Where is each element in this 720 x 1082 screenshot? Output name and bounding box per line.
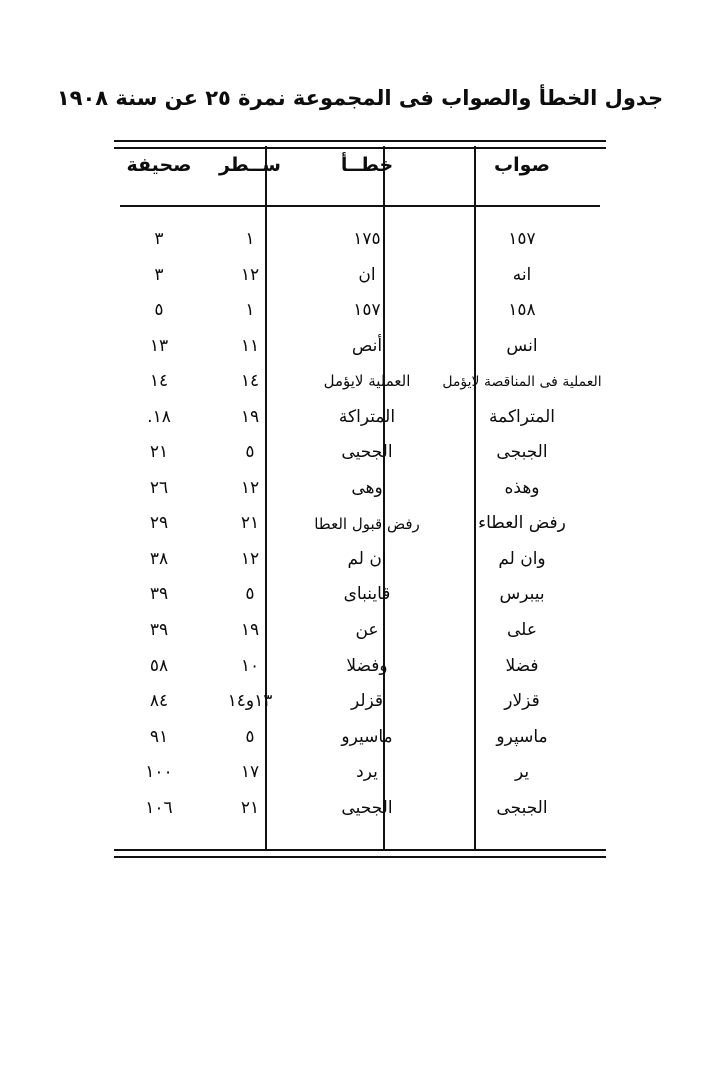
cell-khata: قزلر xyxy=(350,691,384,712)
cell-sawab: وهذه xyxy=(504,477,540,498)
table-bottom-rule xyxy=(114,849,606,858)
cell-sahifa: ٣٨ xyxy=(149,548,169,569)
cell-khata: المتراكة xyxy=(338,406,396,427)
cell-satr: ١٤ xyxy=(240,371,260,392)
cell-satr: ٢١ xyxy=(240,797,260,818)
cell-sawab: وان لم xyxy=(498,548,546,569)
cell-satr: ١٣و١٤ xyxy=(227,691,273,712)
cell-satr: ١٢ xyxy=(240,548,260,569)
table-row xyxy=(114,329,606,365)
table-row xyxy=(114,577,606,613)
spacer-row xyxy=(114,192,606,222)
cell-sawab: انس xyxy=(506,335,538,356)
table-row xyxy=(114,684,606,720)
cell-sahifa: ٣ xyxy=(154,264,164,285)
cell-sahifa: ١٠٠ xyxy=(145,762,173,783)
cell-sawab: ماسپرو xyxy=(496,726,548,747)
cell-sahifa: ٢٦ xyxy=(149,477,169,498)
table-row xyxy=(114,471,606,507)
column-header-sawab: صواب xyxy=(494,154,550,176)
cell-khata: ان xyxy=(358,264,376,285)
cell-sahifa: ١٤ xyxy=(149,371,169,392)
cell-satr: ٢١ xyxy=(240,513,260,534)
cell-satr: ١٠ xyxy=(240,655,260,676)
table-row xyxy=(114,506,606,542)
cell-sahifa: ٣٩ xyxy=(149,620,169,641)
cell-sawab: ١٥٧ xyxy=(508,229,536,249)
cell-khata: رفض قبول العطا xyxy=(314,514,420,533)
cell-khata: يرد xyxy=(356,762,378,783)
column-header-satr: ســطر xyxy=(218,154,281,176)
cell-satr: ٥ xyxy=(245,442,255,463)
page-title: جدول الخطأ والصواب فى المجموعة نمرة ٢٥ عن سنة ١٩٠٨ xyxy=(56,86,664,110)
cell-khata: وفضلا xyxy=(346,655,388,676)
cell-sawab: ١٥٨ xyxy=(508,300,536,321)
spacer-cell xyxy=(114,192,606,222)
cell-khata: الجحيى xyxy=(341,442,393,463)
table-row xyxy=(114,400,606,436)
table-row xyxy=(114,755,606,791)
cell-satr: ١ xyxy=(245,300,255,321)
cell-khata: وهى xyxy=(351,477,383,498)
cell-khata: أنص xyxy=(351,335,383,356)
cell-sawab: فضلا xyxy=(505,655,539,676)
cell-satr: ١٢ xyxy=(240,477,260,498)
table-row xyxy=(114,364,606,400)
cell-sahifa: ١٠٦ xyxy=(145,797,173,818)
header-row xyxy=(114,140,606,192)
cell-sahifa: ٩١ xyxy=(149,726,169,747)
cell-khata: قاينباى xyxy=(343,584,391,605)
cell-satr: ١٩ xyxy=(240,406,260,427)
table-row xyxy=(114,435,606,471)
cell-satr: ٥ xyxy=(245,726,255,747)
cell-satr: ١١ xyxy=(240,335,260,356)
table-row xyxy=(114,542,606,578)
table-body xyxy=(114,192,606,826)
cell-sawab: انه xyxy=(512,264,532,285)
table-header xyxy=(114,140,606,192)
cell-khata: العملية لايؤمل xyxy=(323,372,411,391)
cell-sahifa: ٨٤ xyxy=(149,691,169,712)
errata-table-wrapper xyxy=(114,140,606,826)
cell-sawab: الجبجى xyxy=(496,442,548,463)
cell-sawab: بيبرس xyxy=(499,584,545,605)
cell-khata: ماسيرو xyxy=(341,726,393,747)
cell-sahifa: ٥ xyxy=(154,300,164,321)
cell-khata: الجحيى xyxy=(341,797,393,818)
cell-sawab: رفض العطاء xyxy=(478,513,566,534)
table-row xyxy=(114,613,606,649)
cell-sahifa: ٢١ xyxy=(149,442,169,463)
column-header-khata: خطــأ xyxy=(340,154,394,176)
errata-table xyxy=(114,140,606,826)
cell-khata: ١٥٧ xyxy=(353,300,381,321)
cell-sahifa: ٢٩ xyxy=(149,513,169,534)
cell-sawab: ير xyxy=(514,762,530,783)
cell-satr: ٥ xyxy=(245,584,255,605)
cell-sahifa: ٣ xyxy=(154,229,164,249)
cell-satr: ١ xyxy=(245,229,255,249)
table-row xyxy=(114,791,606,827)
cell-satr: ١٩ xyxy=(240,620,260,641)
cell-sahifa: ١٣ xyxy=(149,335,169,356)
column-header-sahifa: صحيفة xyxy=(126,154,192,176)
cell-khata: عن xyxy=(355,620,379,641)
cell-khata: ١٧٥ xyxy=(353,229,381,249)
table-row xyxy=(114,222,606,258)
table-row xyxy=(114,293,606,329)
table-row xyxy=(114,720,606,756)
cell-sahifa: ٥٨ xyxy=(149,655,169,676)
cell-sahifa: ٣٩ xyxy=(149,584,169,605)
cell-sawab: الجبجى xyxy=(496,797,548,818)
cell-satr: ١٢ xyxy=(240,264,260,285)
cell-sawab: قزلار xyxy=(504,691,540,712)
cell-sawab: المتراكمة xyxy=(489,406,555,427)
table-row xyxy=(114,258,606,294)
table-row xyxy=(114,649,606,685)
cell-sawab: العملية فى المناقصة لايؤمل xyxy=(442,373,602,390)
cell-satr: ١٧ xyxy=(240,762,260,783)
cell-sahifa: ١٨. xyxy=(147,406,171,427)
cell-khata: ان لم xyxy=(347,548,387,569)
cell-sawab: على xyxy=(507,620,537,641)
